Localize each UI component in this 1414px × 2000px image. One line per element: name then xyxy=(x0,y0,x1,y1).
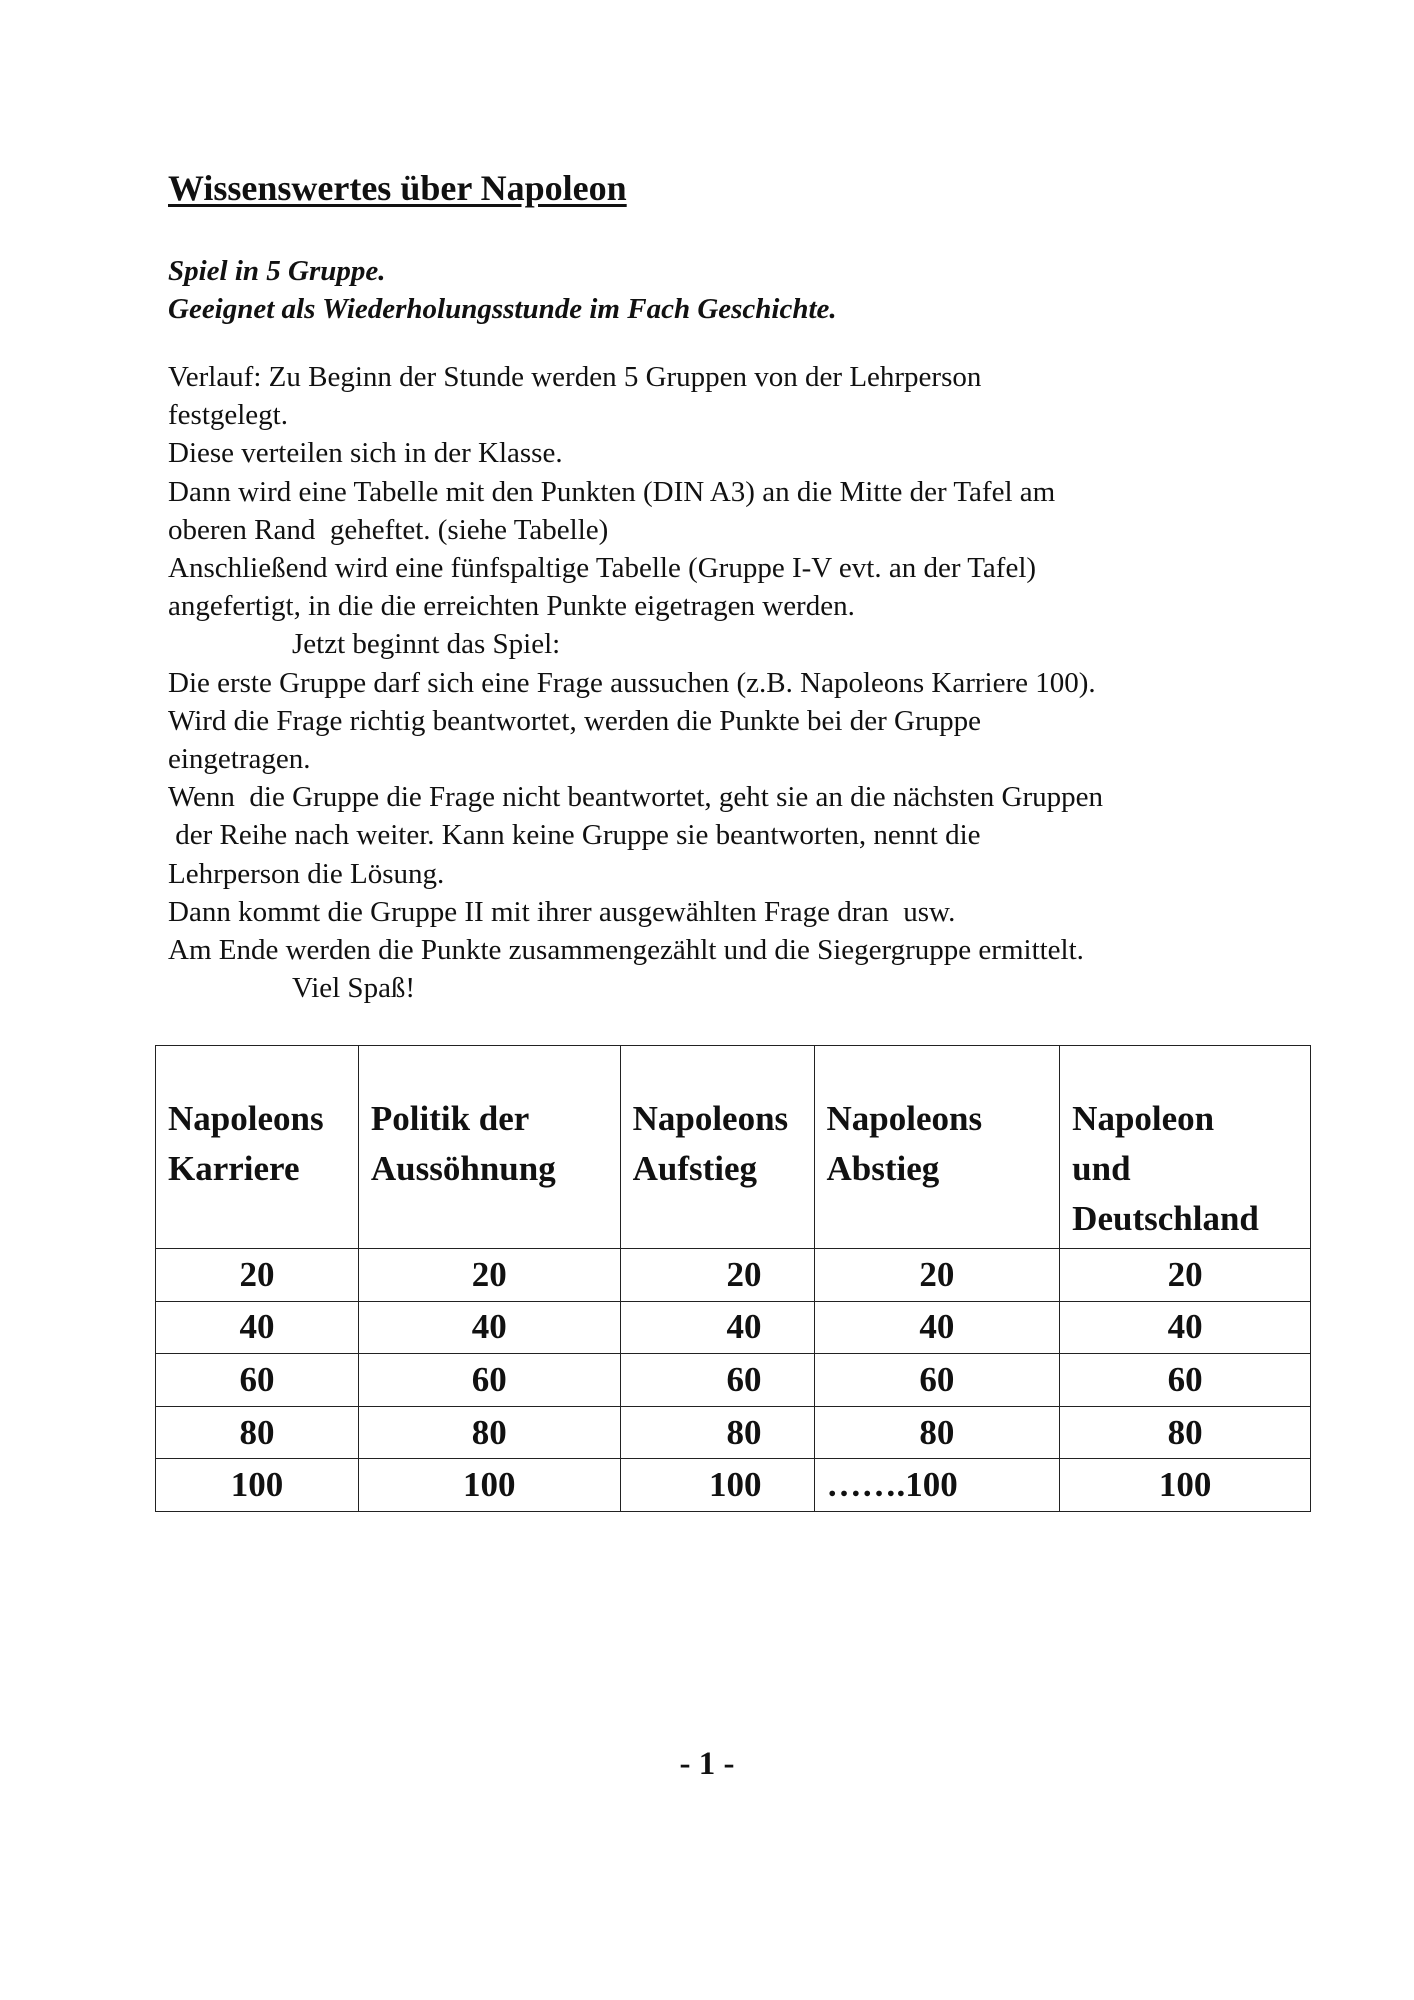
body-line: Anschließend wird eine fünfspaltige Tabelle (Gruppe I-V evt. an der Tafel) xyxy=(168,552,1037,585)
table-cell: …….100 xyxy=(814,1459,1060,1512)
column-header-napoleons-karriere: Napoleons Karriere xyxy=(156,1046,359,1249)
document-title: Wissenswertes über Napoleon xyxy=(168,168,627,208)
table-cell: 40 xyxy=(156,1301,359,1354)
table-cell: 40 xyxy=(358,1301,620,1354)
table-cell: 20 xyxy=(358,1249,620,1302)
body-line: Verlauf: Zu Beginn der Stunde werden 5 Gruppen von der Lehrperson xyxy=(168,361,982,393)
table-row xyxy=(156,1301,1311,1354)
body-line: Wenn die Gruppe die Frage nicht beantwortet, geht sie an die nächsten Gruppen xyxy=(168,781,1104,814)
table-row xyxy=(156,1249,1311,1302)
table-cell: 20 xyxy=(620,1249,814,1302)
table-cell: 60 xyxy=(620,1354,814,1407)
table-cell: 20 xyxy=(156,1249,359,1302)
body-line: der Reihe nach weiter. Kann keine Gruppe sie beantworten, nennt die xyxy=(168,819,981,852)
body-line: Dann wird eine Tabelle mit den Punkten (DIN A3) an die Mitte der Tafel am xyxy=(168,475,1056,508)
body-line: eingetragen. xyxy=(168,743,311,776)
table-cell: 60 xyxy=(358,1354,620,1407)
body-line: Viel Spaß! xyxy=(292,972,416,1005)
body-line: Wird die Frage richtig beantwortet, werden die Punkte bei der Gruppe xyxy=(168,704,981,737)
column-header-napoleon-und-deutschland: Napoleon und Deutschland xyxy=(1060,1046,1311,1249)
instructions-text xyxy=(168,358,1308,1007)
table-row xyxy=(156,1459,1311,1512)
body-line: Die erste Gruppe darf sich eine Frage aussuchen (z.B. Napoleons Karriere 100). xyxy=(168,666,1096,699)
table-cell: 80 xyxy=(814,1406,1060,1459)
table-cell: 40 xyxy=(814,1301,1060,1354)
table-row xyxy=(156,1354,1311,1407)
table-cell: 40 xyxy=(620,1301,814,1354)
table-cell: 80 xyxy=(358,1406,620,1459)
table-cell: 100 xyxy=(358,1459,620,1512)
document-subtitle xyxy=(168,252,837,328)
body-line: Lehrperson die Lösung. xyxy=(168,857,445,890)
body-line: oberen Rand geheftet. (siehe Tabelle) xyxy=(168,513,609,546)
table-cell: 60 xyxy=(814,1354,1060,1407)
body-line: festgelegt. xyxy=(168,399,288,432)
column-header-napoleons-aufstieg: Napoleons Aufstieg xyxy=(620,1046,814,1249)
table-cell: 60 xyxy=(1060,1354,1311,1407)
body-line: Dann kommt die Gruppe II mit ihrer ausgewählten Frage dran usw. xyxy=(168,895,956,928)
table-cell: 40 xyxy=(1060,1301,1311,1354)
table-cell: 80 xyxy=(620,1406,814,1459)
subtitle-line: Spiel in 5 Gruppe. xyxy=(168,255,386,287)
table-cell: 100 xyxy=(1060,1459,1311,1512)
points-table xyxy=(155,1045,1311,1512)
subtitle-line: Geeignet als Wiederholungsstunde im Fach Geschichte. xyxy=(168,293,837,325)
table-cell: 80 xyxy=(156,1406,359,1459)
body-line: Am Ende werden die Punkte zusammengezählt und die Siegergruppe ermittelt. xyxy=(168,934,1084,967)
body-line: angefertigt, in die die erreichten Punkte eigetragen werden. xyxy=(168,590,855,623)
column-header-politik-der-aussoehnung: Politik der Aussöhnung xyxy=(358,1046,620,1249)
body-line: Diese verteilen sich in der Klasse. xyxy=(168,437,563,470)
table-header-row xyxy=(156,1046,1311,1249)
body-line: Jetzt beginnt das Spiel: xyxy=(292,628,561,661)
table-cell: 20 xyxy=(1060,1249,1311,1302)
page-number: - 1 - xyxy=(679,1746,735,1782)
table-cell: 100 xyxy=(620,1459,814,1512)
table-cell: 100 xyxy=(156,1459,359,1512)
table-cell: 20 xyxy=(814,1249,1060,1302)
table-cell: 60 xyxy=(156,1354,359,1407)
table-row xyxy=(156,1406,1311,1459)
column-header-napoleons-abstieg: Napoleons Abstieg xyxy=(814,1046,1060,1249)
table-cell: 80 xyxy=(1060,1406,1311,1459)
